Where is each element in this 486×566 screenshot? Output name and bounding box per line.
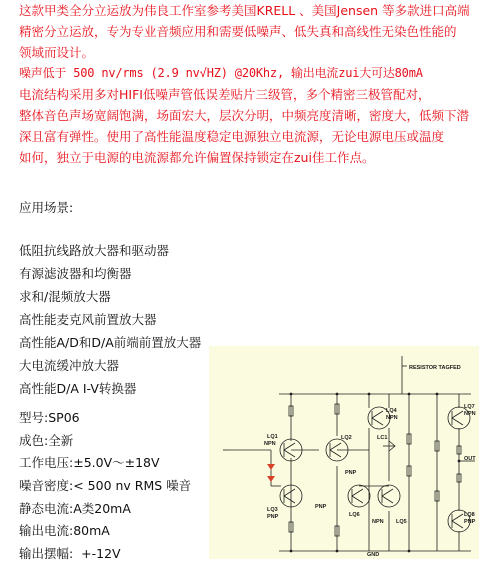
spec-label: 静态电流: xyxy=(19,500,74,516)
spec-value: +-12V xyxy=(73,546,121,562)
spec-noise xyxy=(19,475,191,498)
transistor-label-lq3: LQ3 xyxy=(267,507,278,513)
transistor-label-lq6: LQ6 xyxy=(349,512,360,518)
spec-model xyxy=(19,407,191,430)
application-item: 有源滤波器和均衡器 xyxy=(19,266,132,281)
gnd-label: GND xyxy=(367,552,380,558)
transistor-type-lq7: NPN xyxy=(464,411,476,417)
transistor-label-lq8: LQ8 xyxy=(464,512,475,518)
transistor-label-lq4: LQ4 xyxy=(386,408,397,414)
resistor-label: RESISTOR TAGFED xyxy=(409,365,461,371)
intro-line: 精密分立运放，专为专业音频应用和需要低噪声、低失真和高线性无染色性能的 xyxy=(19,24,457,39)
spec-quiescent xyxy=(19,498,191,521)
spec-value: 80mA xyxy=(73,523,110,539)
application-item: 大电流缓冲放大器 xyxy=(19,358,120,373)
spec-value: A类20mA xyxy=(73,500,131,516)
intro-line: 电流结构采用多对HIFI低噪声管低误差贴片三级管，多个精密三极管配对， xyxy=(19,87,431,102)
application-item: 高性能D/A I-V转换器 xyxy=(19,381,137,396)
transistor-label-lq7: LQ7 xyxy=(464,404,475,410)
transistor-label-lq2: LQ2 xyxy=(341,435,352,441)
applications-list xyxy=(19,239,201,400)
intro-line: 领域而设计。 xyxy=(19,45,95,60)
spec-value: SP06 xyxy=(48,410,80,425)
intro-line: 这款甲类全分立运放为伟良工作室参考美国KRELL 、美国Jensen 等多款进口高端 xyxy=(19,3,470,18)
spec-label: 输出摆幅: xyxy=(19,546,74,562)
spec-list xyxy=(19,407,191,566)
spec-label: 输出电流: xyxy=(19,523,74,539)
application-item: 高性能A/D和D/A前端前置放大器 xyxy=(19,335,202,350)
spec-label: 型号: xyxy=(19,410,49,425)
transistor-type-lq1: NPN xyxy=(264,441,276,447)
transistor-type-lq4: NPN xyxy=(386,415,398,421)
transistor-type-lq2: PNP xyxy=(345,470,357,476)
spec-output-swing xyxy=(19,543,191,566)
intro-line-noise-spec: 噪声低于 500 nv/rms (2.9 nv√HZ) @20Khz, 输出电流zui大可达80mA xyxy=(19,66,423,80)
intro-line: 深且富有弹性。使用了高性能温度稳定电源独立电流源，无论电源电压或温度 xyxy=(19,129,445,144)
spec-value: ±5.0V～±18V xyxy=(73,455,160,471)
transistor-type-lq3: PNP xyxy=(267,514,279,520)
spec-label: 工作电压: xyxy=(19,455,74,471)
spec-value: 全新 xyxy=(48,432,74,448)
transistor-label-lq5: LQ5 xyxy=(396,519,407,525)
intro-line: 整体音色声场宽阔饱满，场面宏大，层次分明，中频亮度清晰，密度大，低频下潜 xyxy=(19,108,470,123)
spec-label: 噪音密度: xyxy=(19,478,74,494)
spec-value: < 500 nv RMS 噪音 xyxy=(73,478,192,494)
transistor-label-lq1: LQ1 xyxy=(267,434,278,440)
transistor-type-lq8: PNP xyxy=(464,519,476,525)
circuit-schematic xyxy=(209,346,479,559)
application-item: 低阻抗线路放大器和驱动器 xyxy=(19,243,170,258)
application-item: 高性能麦克风前置放大器 xyxy=(19,312,157,327)
intro-line: 如何，独立于电源的电流源都允许偏置保持锁定在zui佳工作点。 xyxy=(19,150,375,165)
transistor-type-lq5: NPN xyxy=(372,519,384,525)
spec-output-current xyxy=(19,520,191,543)
spec-voltage xyxy=(19,452,191,475)
intro-paragraph xyxy=(19,0,479,168)
lc1-label: LC1 xyxy=(377,435,388,441)
spec-condition xyxy=(19,430,191,453)
out-label: OUT xyxy=(464,456,476,462)
transistor-type-lq6: PNP xyxy=(315,504,327,510)
applications-heading: 应用场景: xyxy=(19,200,74,215)
spec-label: 成色: xyxy=(19,432,49,448)
application-item: 求和/混频放大器 xyxy=(19,289,111,304)
